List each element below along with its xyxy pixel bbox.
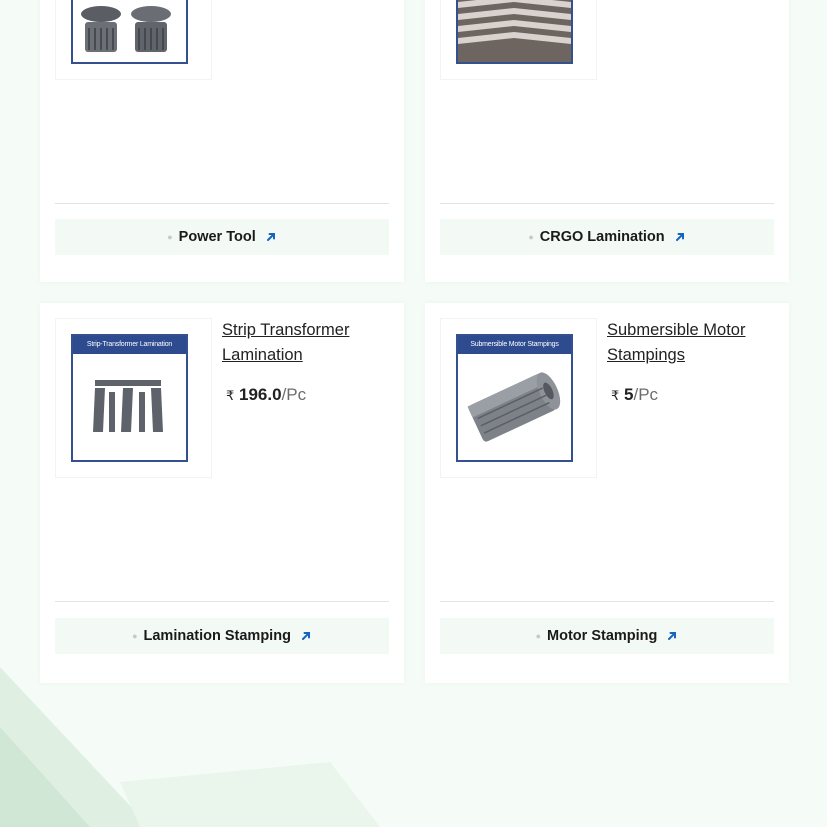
product-image-frame[interactable] [55, 0, 212, 80]
price-unit: /Pc [633, 385, 659, 404]
arrow-up-right-icon [674, 231, 686, 243]
category-link-crgo-lamination[interactable] [440, 219, 774, 255]
card-divider [55, 203, 389, 204]
product-card [425, 0, 789, 282]
transformer-lamination-image [73, 354, 186, 460]
product-image-frame[interactable] [440, 0, 597, 80]
price-value: 5 [624, 385, 634, 404]
product-card [425, 303, 789, 683]
category-label: Lamination Stamping [143, 628, 291, 644]
currency-symbol: ₹ [611, 388, 620, 403]
product-image[interactable] [456, 334, 573, 462]
category-label: Power Tool [178, 229, 256, 245]
crgo-lamination-image [458, 0, 571, 62]
product-image[interactable] [71, 0, 188, 64]
price-value: 196.0 [239, 385, 282, 404]
arrow-up-right-icon [265, 231, 277, 243]
background-decoration [0, 667, 420, 827]
bullet-icon: ● [535, 631, 542, 641]
motor-stamping-image [458, 354, 571, 460]
arrow-up-right-icon [300, 630, 312, 642]
category-link-lamination-stamping[interactable] [55, 618, 389, 654]
bullet-icon: ● [167, 232, 173, 242]
price-unit: /Pc [281, 385, 307, 404]
product-image-frame[interactable] [55, 318, 212, 478]
image-banner: Strip-Transformer Lamination [73, 336, 186, 354]
arrow-up-right-icon [666, 630, 678, 642]
image-banner: Submersible Motor Stampings [458, 336, 571, 354]
category-link-motor-stamping[interactable] [440, 618, 774, 654]
product-image[interactable] [456, 0, 573, 64]
product-price [226, 385, 306, 405]
category-label: Motor Stamping [547, 628, 658, 644]
currency-symbol: ₹ [226, 388, 235, 403]
product-card [40, 0, 404, 282]
category-label: CRGO Lamination [539, 229, 665, 245]
rotor-stamping-image [73, 0, 186, 62]
product-title-link[interactable]: Submersible Motor Stampings [607, 321, 746, 364]
product-image[interactable] [71, 334, 188, 462]
bullet-icon: ● [132, 631, 138, 641]
product-card [40, 303, 404, 683]
product-image-frame[interactable] [440, 318, 597, 478]
product-price [611, 385, 658, 405]
category-link-power-tool[interactable] [55, 219, 389, 255]
card-divider [440, 601, 774, 602]
card-divider [440, 203, 774, 204]
product-title-link[interactable]: Strip Transformer Lamination [222, 321, 350, 364]
bullet-icon: ● [528, 232, 534, 242]
card-divider [55, 601, 389, 602]
